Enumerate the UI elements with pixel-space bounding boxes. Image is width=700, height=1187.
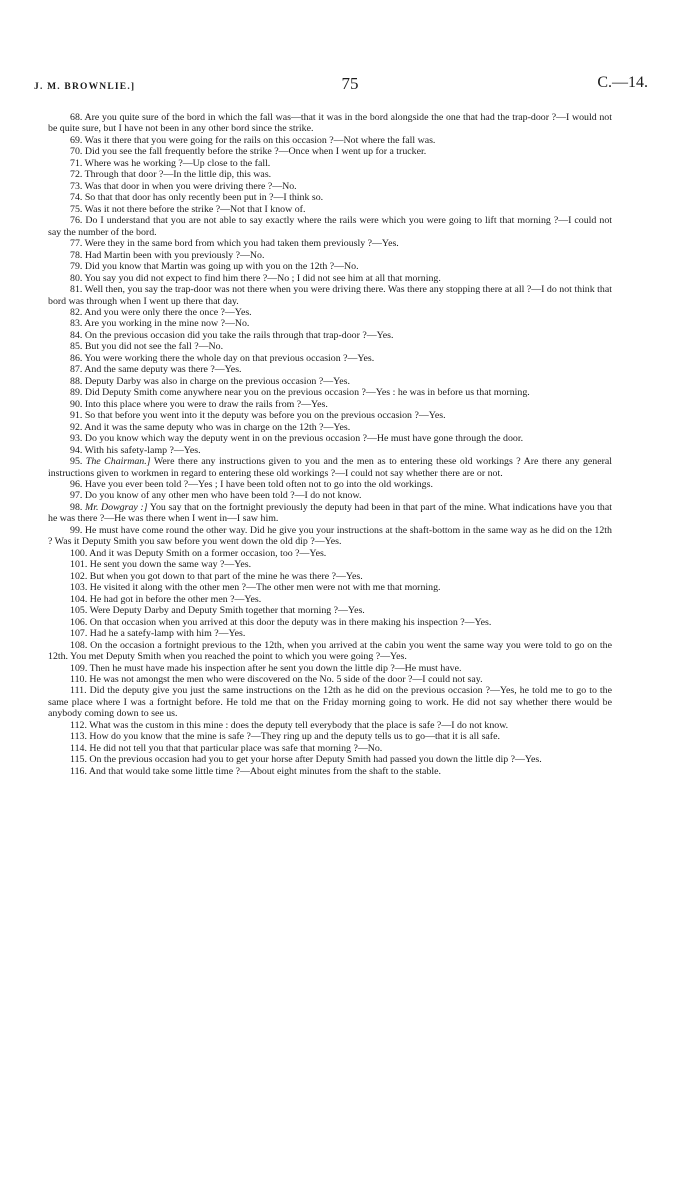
paragraph-text: 92. And it was the same deputy who was in charge on the 12th ?—Yes.: [70, 421, 351, 433]
question-answer-paragraph: [48, 571, 612, 582]
question-answer-paragraph: [48, 674, 612, 685]
question-answer-paragraph: [48, 743, 612, 754]
question-answer-paragraph: [48, 112, 612, 135]
paragraph-text: 100. And it was Deputy Smith on a former occasion, too ?—Yes.: [70, 547, 327, 559]
paragraph-text: 79. Did you know that Martin was going up with you on the 12th ?—No.: [70, 261, 359, 273]
paragraph-text: 99. He must have come round the other way. Did he give you your instructions at the shaft-bottom in the same way as he did on the 12th ? Was it Deputy Smith you saw before you went down the old dip ?—Yes.: [48, 524, 612, 548]
paragraph-number: 95.: [70, 456, 86, 468]
question-answer-paragraph: [48, 146, 612, 157]
question-answer-paragraph: [48, 284, 612, 307]
paragraph-text: 74. So that that door has only recently been put in ?—I think so.: [70, 192, 324, 204]
question-answer-paragraph: [48, 204, 612, 215]
paragraph-text: 112. What was the custom in this mine : does the deputy tell everybody that the place is safe ?—I do not know.: [70, 719, 509, 731]
paragraph-text: 93. Do you know which way the deputy went in on the previous occasion ?—He must have gone through the door.: [70, 433, 524, 445]
question-answer-paragraph: [48, 617, 612, 628]
question-answer-paragraph: [48, 594, 612, 605]
paragraph-text: 105. Were Deputy Darby and Deputy Smith together that morning ?—Yes.: [70, 605, 365, 617]
question-answer-paragraph: [48, 330, 612, 341]
paragraph-text: 96. Have you ever been told ?—Yes ; I have been told often not to go into the old workings.: [70, 479, 433, 490]
paragraph-text: 80. You say you did not expect to find him there ?—No ; I did not see him at all that morning.: [70, 272, 441, 284]
question-answer-paragraph: [48, 238, 612, 249]
paragraph-text: 108. On the occasion a fortnight previous to the 12th, when you arrived at the cabin you went the same way you were told to go on the 12th. You met Deputy Smith when you reached the point to which you were going ?—Yes.: [48, 639, 612, 663]
question-answer-paragraph: [48, 169, 612, 180]
paragraph-text: 104. He had got in before the other men ?—Yes.: [70, 593, 262, 605]
speaker-label: The Chairman.]: [85, 456, 151, 468]
question-answer-paragraph: [48, 685, 612, 719]
question-answer-paragraph: [48, 399, 612, 410]
paragraph-text: 94. With his safety-lamp ?—Yes.: [70, 444, 201, 456]
paragraph-text: 101. He sent you down the same way ?—Yes.: [70, 559, 252, 571]
question-answer-paragraph: [48, 731, 612, 742]
paragraph-text: 68. Are you quite sure of the bord in which the fall was—that it was in the bord alongside the one that had the trap-door ?—I would not be quite sure, but I have not been in any other bord since the strike.: [48, 112, 612, 135]
question-answer-paragraph: [48, 605, 612, 616]
question-answer-paragraph: [48, 456, 612, 479]
question-answer-paragraph: [48, 307, 612, 318]
question-answer-paragraph: [48, 376, 612, 387]
question-answer-paragraph: [48, 422, 612, 433]
paragraph-text: 86. You were working there the whole day on that previous occasion ?—Yes.: [70, 352, 375, 364]
paragraph-text: 85. But you did not see the fall ?—No.: [70, 341, 224, 353]
question-answer-paragraph: [48, 215, 612, 238]
paragraph-text: 91. So that before you went into it the deputy was before you on the previous occasion ?—Yes.: [70, 410, 446, 422]
paragraph-text: 76. Do I understand that you are not able to say exactly where the rails were which you were going to lift that morning ?—I could not say the number of the bord.: [48, 215, 612, 238]
page-number: 75: [341, 74, 359, 93]
question-answer-paragraph: [48, 353, 612, 364]
question-answer-paragraph: [48, 135, 612, 146]
paragraph-text: 70. Did you see the fall frequently before the strike ?—Once when I went up for a trucker.: [70, 146, 427, 158]
question-answer-paragraph: [48, 559, 612, 570]
question-answer-paragraph: [48, 640, 612, 663]
paragraph-text: 109. Then he must have made his inspection after he sent you down the little dip ?—He must have.: [70, 662, 462, 674]
paragraph-text: 110. He was not amongst the men who were discovered on the No. 5 side of the door ?—I could not say.: [70, 673, 483, 685]
question-answer-paragraph: [48, 192, 612, 203]
paragraph-text: 81. Well then, you say the trap-door was not there when you were driving there. Was there any stopping there at all ?—I do not think that bord was through when I went up there that day.: [48, 284, 612, 307]
paragraph-text: Were there any instructions given to you and the men as to entering these old workings ? Are there any general instructions given to workmen in regard to entering these old workings ?—I could not say whether there are or not.: [48, 456, 613, 479]
paragraph-text: 78. Had Martin been with you previously ?—No.: [70, 249, 265, 261]
paragraph-text: 72. Through that door ?—In the little dip, this was.: [70, 169, 272, 181]
evidence-text: [48, 112, 612, 777]
paragraph-text: 71. Where was he working ?—Up close to the fall.: [70, 157, 271, 169]
question-answer-paragraph: [48, 158, 612, 169]
paragraph-text: 116. And that would take some little time ?—About eight minutes from the shaft to the stable.: [70, 765, 441, 777]
question-answer-paragraph: [48, 445, 612, 456]
paragraph-number: 98.: [70, 501, 85, 513]
paragraph-text: 97. Do you know of any other men who have been told ?—I do not know.: [70, 490, 362, 502]
question-answer-paragraph: [48, 720, 612, 731]
question-answer-paragraph: [48, 525, 612, 548]
paragraph-text: 103. He visited it along with the other men ?—The other men were not with me that morning.: [70, 582, 441, 594]
question-answer-paragraph: [48, 628, 612, 639]
question-answer-paragraph: [48, 341, 612, 352]
question-answer-paragraph: [48, 663, 612, 674]
question-answer-paragraph: [48, 250, 612, 261]
paragraph-text: 114. He did not tell you that that particular place was safe that morning ?—No.: [70, 742, 383, 754]
paragraph-text: 111. Did the deputy give you just the same instructions on the 12th as he did on the previous occasion ?—Yes, he told me to go to the same place where I was a fortnight before. He told me that on the Friday morning going to work. He did not say whether there would be anybody coming down to see us.: [48, 685, 612, 720]
paragraph-text: 87. And the same deputy was there ?—Yes.: [70, 364, 242, 376]
paragraph-text: 75. Was it not there before the strike ?—Not that I know of.: [70, 203, 306, 215]
paper-reference: C.—14.: [597, 74, 648, 91]
question-answer-paragraph: [48, 479, 612, 490]
paragraph-text: 88. Deputy Darby was also in charge on the previous occasion ?—Yes.: [70, 375, 350, 387]
paragraph-text: 89. Did Deputy Smith come anywhere near you on the previous occasion ?—Yes : he was in before us that morning.: [70, 387, 530, 399]
question-answer-paragraph: [48, 364, 612, 375]
question-answer-paragraph: [48, 502, 612, 525]
paragraph-text: 107. Had he a satefy-lamp with him ?—Yes.: [70, 628, 246, 640]
question-answer-paragraph: [48, 387, 612, 398]
paragraph-text: 77. Were they in the same bord from which you had taken them previously ?—Yes.: [70, 238, 399, 250]
paragraph-text: 69. Was it there that you were going for the rails on this occasion ?—Not where the fall was.: [70, 134, 436, 146]
paragraph-text: 115. On the previous occasion had you to get your horse after Deputy Smith had passed you down the little dip ?—Yes.: [70, 754, 542, 766]
question-answer-paragraph: [48, 410, 612, 421]
question-answer-paragraph: [48, 318, 612, 329]
witness-name-header: J. M. BROWNLIE.]: [34, 82, 136, 92]
paragraph-text: 90. Into this place where you were to draw the rails from ?—Yes.: [70, 398, 328, 410]
speaker-label: Mr. Dowgray :]: [84, 501, 148, 513]
question-answer-paragraph: [48, 490, 612, 501]
paragraph-text: 113. How do you know that the mine is safe ?—They ring up and the deputy tells us to go—that it is all safe.: [70, 731, 500, 743]
paragraph-text: 82. And you were only there the once ?—Yes.: [70, 306, 252, 318]
question-answer-paragraph: [48, 766, 612, 777]
question-answer-paragraph: [48, 548, 612, 559]
paragraph-text: 106. On that occasion when you arrived at this door the deputy was in there making his inspection ?—Yes.: [70, 616, 492, 628]
paragraph-text: 102. But when you got down to that part of the mine he was there ?—Yes.: [70, 570, 363, 582]
paragraph-text: 84. On the previous occasion did you take the rails through that trap-door ?—Yes.: [70, 329, 394, 341]
paragraph-text: 73. Was that door in when you were driving there ?—No.: [70, 180, 297, 192]
question-answer-paragraph: [48, 582, 612, 593]
question-answer-paragraph: [48, 181, 612, 192]
question-answer-paragraph: [48, 433, 612, 444]
question-answer-paragraph: [48, 261, 612, 272]
paragraph-text: 83. Are you working in the mine now ?—No.: [70, 318, 250, 330]
question-answer-paragraph: [48, 273, 612, 284]
paragraph-text: You say that on the fortnight previously the deputy had been in that part of the mine. What indications have you that he was there ?—He was there when I went in—I saw him.: [48, 501, 612, 525]
question-answer-paragraph: [48, 754, 612, 765]
